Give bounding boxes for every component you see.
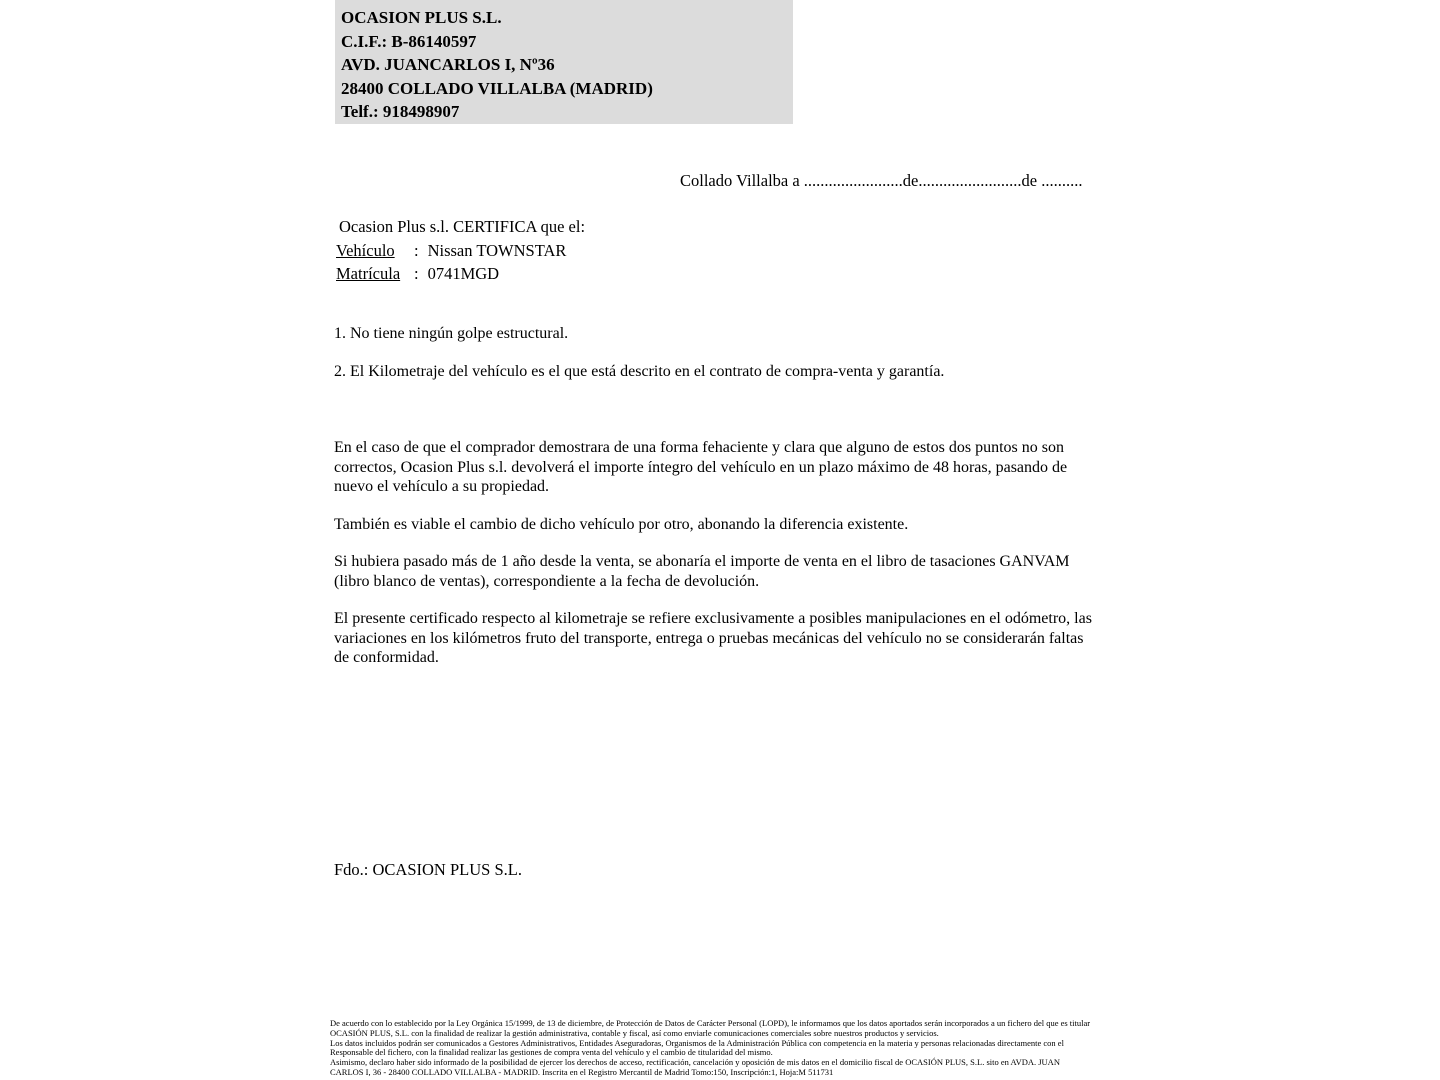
certification-block xyxy=(336,215,585,286)
legal-footer xyxy=(330,1019,1090,1078)
company-cif: C.I.F.: B-86140597 xyxy=(341,31,477,51)
plate-separator: : xyxy=(414,264,419,283)
plate-label: Matrícula xyxy=(336,264,401,283)
legal-footer-line: De acuerdo con lo establecido por la Ley Orgánica 15/1999, de 13 de diciembre, de Protección de Datos de Carácter Personal (LOPD), le informamos que los datos aportados serán incorporados a un fichero del que es titular xyxy=(330,1018,1091,1028)
legal-footer-line: OCASIÓN PLUS, S.L. con la finalidad de realizar la gestión administrativa, contable y fiscal, así como enviarle comunicaciones comerciales sobre nuestros productos y servicios. xyxy=(330,1027,939,1038)
legal-footer-line: Asimismo, declaro haber sido informado de la posibilidad de ejercer los derechos de acceso, rectificación, cancelación y oposición de mis datos en el domicilio fiscal de OCASIÓN PLUS, S.L. sito en AVDA. JUAN xyxy=(330,1057,1060,1067)
plate-field-row xyxy=(336,262,585,286)
paragraph-exchange-option: También es viable el cambio de dicho vehículo por otro, abonando la diferencia existente. xyxy=(334,515,909,533)
company-city: 28400 COLLADO VILLALBA (MADRID) xyxy=(341,78,653,98)
company-header-box xyxy=(335,0,793,124)
company-address: AVD. JUANCARLOS I, Nº36 xyxy=(341,55,555,75)
vehicle-separator: : xyxy=(414,240,419,260)
certified-point-1: 1. No tiene ningún golpe estructural. xyxy=(334,325,569,342)
certification-intro: Ocasion Plus s.l. CERTIFICA que el: xyxy=(339,217,586,236)
plate-value: 0741MGD xyxy=(427,264,500,283)
paragraph-refund-policy: En el caso de que el comprador demostrara de una forma fehaciente y clara que alguno de estos dos puntos no son correctos, Ocasion Plus s.l. devolverá el importe íntegro del vehículo en un plazo máximo de 48 horas, pasando de nuevo el vehículo a su propiedad. xyxy=(334,439,1068,495)
legal-footer-line: Los datos incluidos podrán ser comunicados a Gestores Administrativos, Entidades Aseguradoras, Organismos de la Administración Pública con competencia en la materia y personas relacionadas directamente con el xyxy=(330,1037,1064,1048)
certified-point-2: 2. El Kilometraje del vehículo es el que está descrito en el contrato de compra-venta y garantía. xyxy=(334,363,945,380)
body-paragraphs xyxy=(334,438,1100,686)
paragraph-ganvam-valuation: Si hubiera pasado más de 1 año desde la venta, se abonaría el importe de venta en el libro de tasaciones GANVAM (libro blanco de ventas), correspondiente a la fecha de devolución. xyxy=(334,553,1070,590)
company-name: OCASION PLUS S.L. xyxy=(341,8,502,27)
company-phone: Telf.: 918498907 xyxy=(341,102,460,122)
vehicle-label: Vehículo xyxy=(336,240,395,260)
vehicle-field-row xyxy=(336,239,585,263)
date-line: Collado Villalba a ........................de.........................de .......... xyxy=(680,171,1083,190)
vehicle-value: Nissan TOWNSTAR xyxy=(427,240,567,260)
paragraph-odometer-disclaimer: El presente certificado respecto al kilometraje se refiere exclusivamente a posibles manipulaciones en el odómetro, las variaciones en los kilómetros fruto del transporte, entrega o pruebas mecánicas del vehículo no se considerarán faltas de conformidad. xyxy=(334,610,1092,666)
legal-footer-line: CARLOS I, 36 - 28400 COLLADO VILLALBA - MADRID. Inscrita en el Registro Mercantil de Madrid Tomo:150, Inscripción:1, Hoja:M 511731 xyxy=(330,1066,834,1077)
legal-footer-line: Responsable del fichero, con la finalidad realizar las gestiones de compra venta del vehículo y el cambio de titularidad del mismo. xyxy=(330,1047,773,1058)
signature-line: Fdo.: OCASION PLUS S.L. xyxy=(334,860,522,879)
